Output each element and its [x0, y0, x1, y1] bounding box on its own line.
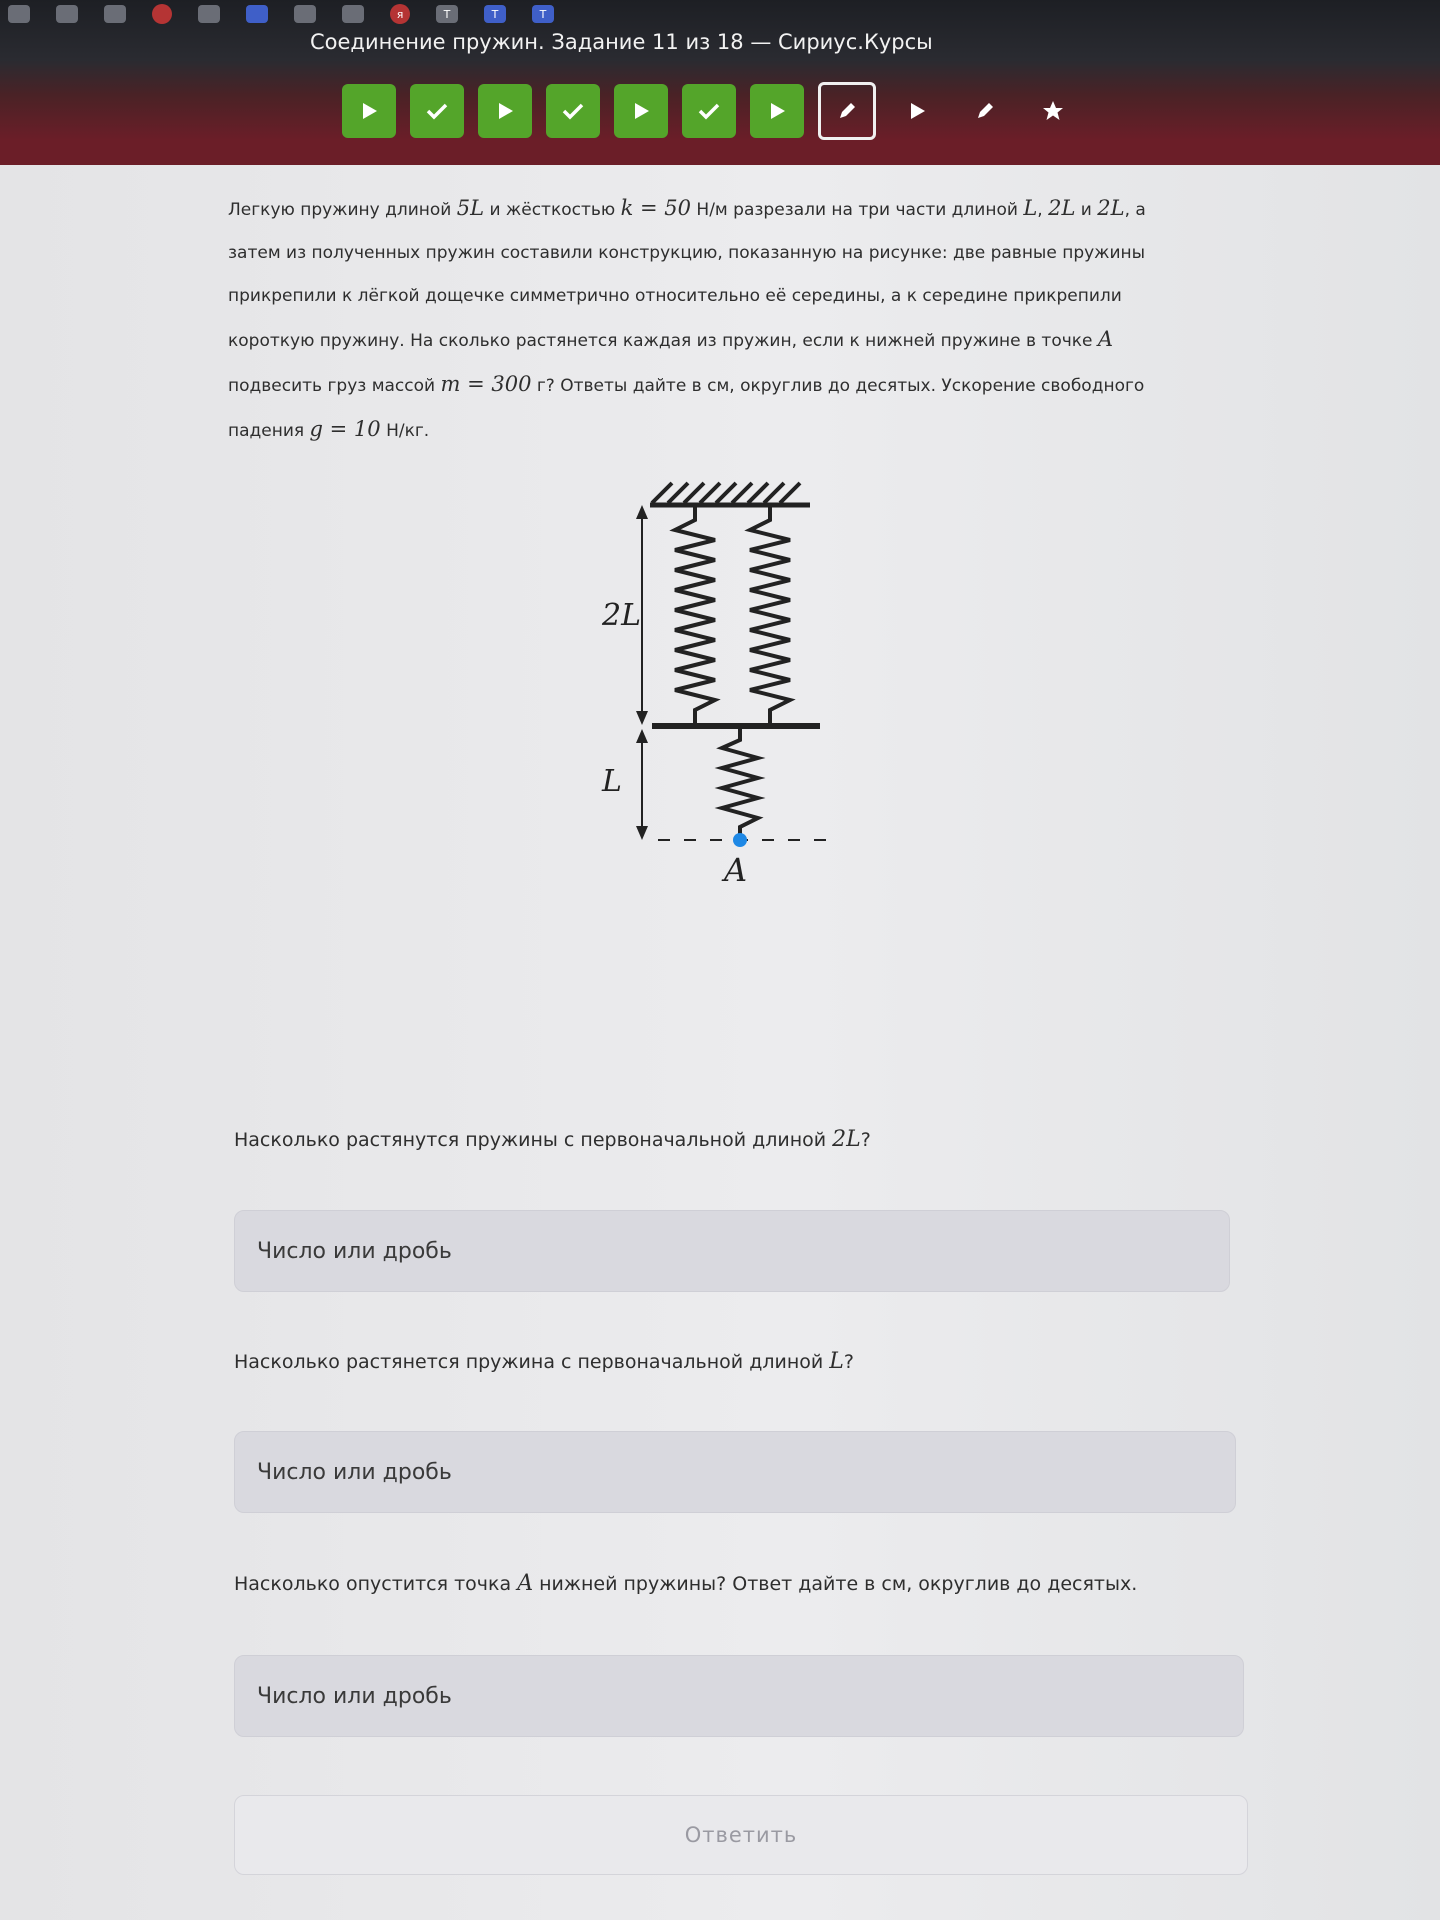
check-icon [425, 101, 449, 121]
math-expression: 5L [456, 196, 485, 220]
math-expression: A [1097, 327, 1114, 351]
yandex-icon[interactable]: я [390, 4, 410, 24]
submit-button[interactable]: Ответить [234, 1795, 1248, 1875]
question-text: Насколько растянется пружина с первоначальной длиной [234, 1351, 830, 1373]
label-l: L [602, 764, 622, 799]
answer-input-3[interactable] [257, 1656, 1243, 1736]
bookmark-icon[interactable] [246, 5, 268, 23]
problem-statement [228, 187, 1188, 453]
task-2-button[interactable] [410, 84, 464, 138]
play-icon [767, 101, 787, 121]
task-11-button[interactable] [1026, 84, 1080, 138]
bookmark-icon[interactable]: T [532, 5, 554, 23]
problem-text-part: г? Ответы дайте в см, округлив до десятых. Ускорение свободного падения [228, 376, 1145, 441]
check-icon [561, 101, 585, 121]
star-icon [1041, 99, 1065, 123]
question-text: Насколько опустится точка [234, 1573, 518, 1595]
math-expression: A [517, 1571, 534, 1596]
answer-field-3[interactable] [234, 1655, 1244, 1737]
spring-2l-left [675, 505, 715, 725]
browser-top-bar [0, 0, 1440, 175]
problem-text-part: подвесить груз массой [228, 376, 441, 396]
question-text: Насколько растянутся пружины с первоначальной длиной [234, 1129, 833, 1151]
task-6-button[interactable] [682, 84, 736, 138]
play-icon [907, 101, 927, 121]
arrow-up-icon [636, 729, 648, 743]
pencil-icon [974, 100, 996, 122]
question-text: нижней пружины? Ответ дайте в см, округлив до десятых. [533, 1573, 1138, 1595]
task-3-button[interactable] [478, 84, 532, 138]
question-2 [234, 1349, 854, 1374]
math-expression: L [829, 1349, 844, 1374]
page-icon[interactable] [104, 5, 126, 23]
problem-text-part: Н/кг. [380, 421, 430, 441]
answer-field-2[interactable] [234, 1431, 1236, 1513]
spring-l-bottom [722, 729, 758, 838]
math-expression: m = 300 [440, 372, 532, 396]
task-content [0, 165, 1440, 1920]
bookmark-icon[interactable]: T [436, 5, 458, 23]
play-icon [359, 101, 379, 121]
check-icon [697, 101, 721, 121]
bookmark-icon[interactable] [294, 5, 316, 23]
arrow-down-icon [636, 711, 648, 725]
label-a: A [724, 851, 748, 889]
answer-input-2[interactable] [257, 1432, 1235, 1512]
arrow-down-icon [636, 826, 648, 840]
task-5-button[interactable] [614, 84, 668, 138]
ceiling-hatching [652, 483, 800, 503]
problem-text-part: Легкую пружину длиной [228, 200, 457, 220]
task-7-button[interactable] [750, 84, 804, 138]
page-icon[interactable] [342, 5, 364, 23]
task-9-button[interactable] [890, 84, 944, 138]
task-navigation [342, 77, 1080, 145]
question-1 [234, 1127, 871, 1152]
task-8-button[interactable] [818, 82, 876, 140]
question-text: ? [843, 1351, 854, 1373]
problem-text-part: и [1075, 200, 1098, 220]
problem-text-part: , а затем из полученных пружин составили конструкцию, показанную на рисунке: две равные пружины прикрепили к лёгкой дощечке симметрично относительно её середины, а к середине прикрепили короткую пружину. На сколько растянется каждая из пружин, если к нижней пружине в точке [228, 200, 1146, 351]
answer-field-1[interactable] [234, 1210, 1230, 1292]
task-4-button[interactable] [546, 84, 600, 138]
problem-text-part: , [1037, 200, 1049, 220]
spring-2l-right [750, 505, 790, 725]
play-icon [495, 101, 515, 121]
play-icon [631, 101, 651, 121]
youtube-icon[interactable] [152, 4, 172, 24]
math-expression: L [1023, 196, 1038, 220]
question-text: ? [860, 1129, 871, 1151]
bookmark-icon[interactable] [56, 5, 78, 23]
label-2l: 2L [602, 598, 642, 633]
window-title: Соединение пружин. Задание 11 из 18 — Сириус.Курсы [310, 30, 933, 54]
point-a [733, 833, 747, 847]
problem-text-part: и жёсткостью [484, 200, 621, 220]
task-10-button[interactable] [958, 84, 1012, 138]
bookmark-icon[interactable]: T [484, 5, 506, 23]
math-expression: 2L [832, 1127, 861, 1152]
math-expression: k = 50 [620, 196, 692, 220]
bookmark-icon[interactable] [8, 5, 30, 23]
task-1-button[interactable] [342, 84, 396, 138]
spring-diagram [560, 475, 860, 995]
pencil-icon [836, 100, 858, 122]
arrow-up-icon [636, 505, 648, 519]
math-expression: 2L [1097, 196, 1125, 220]
bookmark-icon[interactable] [198, 5, 220, 23]
math-expression: g = 10 [309, 417, 381, 441]
math-expression: 2L [1048, 196, 1076, 220]
answer-input-1[interactable] [257, 1211, 1229, 1291]
question-3 [234, 1571, 1137, 1596]
problem-text-part: Н/м разрезали на три части длиной [691, 200, 1024, 220]
